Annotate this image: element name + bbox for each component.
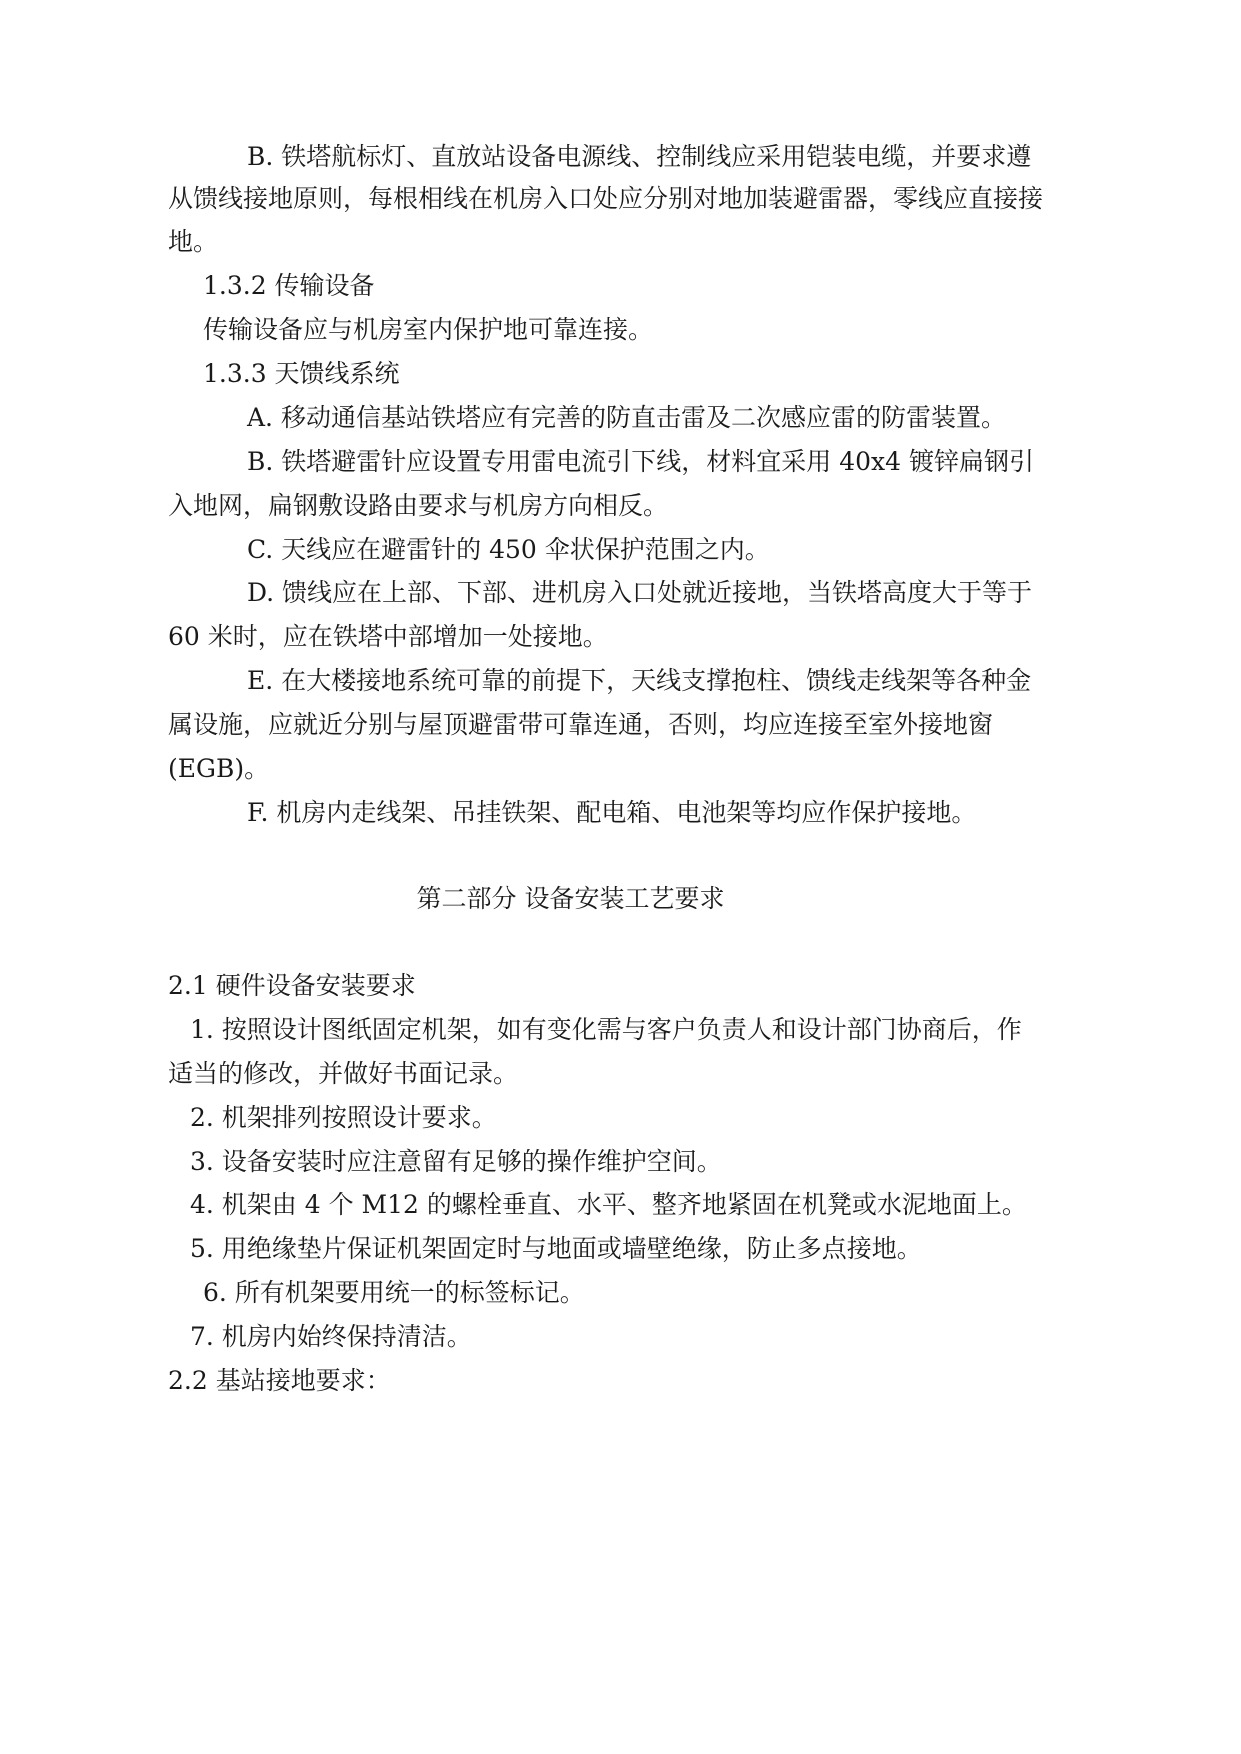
item-b-line-2: 从馈线接地原则，每根相线在机房入口处应分别对地加装避雷器，零线应直接接 [168,184,1044,213]
item-2: 2. 机架排列按照设计要求。 [190,1103,497,1132]
heading-1-3-2: 1.3.2 传输设备 [203,271,375,300]
item-d-line-2: 60 米时，应在铁塔中部增加一处接地。 [168,622,608,651]
paragraph-1-3-2: 传输设备应与机房室内保护地可靠连接。 [203,315,654,344]
item-d-line-1: D. 馈线应在上部、下部、进机房入口处就近接地，当铁塔高度大于等于 [247,578,1033,607]
item-3: 3. 设备安装时应注意留有足够的操作维护空间。 [190,1147,722,1176]
item-1-line-1: 1. 按照设计图纸固定机架，如有变化需与客户负责人和设计部门协商后，作 [190,1015,1022,1044]
item-b2-line-2: 入地网，扁钢敷设路由要求与机房方向相反。 [168,491,669,520]
item-e-line-1: E. 在大楼接地系统可靠的前提下，天线支撑抱柱、馈线走线架等各种金 [247,666,1032,695]
part-2-title: 第二部分 设备安装工艺要求 [416,884,725,913]
item-5: 5. 用绝缘垫片保证机架固定时与地面或墙壁绝缘，防止多点接地。 [190,1234,922,1263]
item-f: F. 机房内走线架、吊挂铁架、配电箱、电池架等均应作保护接地。 [247,798,977,827]
heading-2-2: 2.2 基站接地要求： [168,1366,391,1395]
item-b2-line-1: B. 铁塔避雷针应设置专用雷电流引下线，材料宜采用 40x4 镀锌扁钢引 [247,447,1034,476]
item-b-line-1: B. 铁塔航标灯、直放站设备电源线、控制线应采用铠装电缆，并要求遵 [247,142,1032,171]
item-e-line-2: 属设施，应就近分别与屋顶避雷带可靠连通，否则，均应连接至室外接地窗 [168,710,994,739]
item-1-line-2: 适当的修改，并做好书面记录。 [168,1059,519,1088]
item-4: 4. 机架由 4 个 M12 的螺栓垂直、水平、整齐地紧固在机凳或水泥地面上。 [190,1190,1027,1219]
item-6: 6. 所有机架要用统一的标签标记。 [203,1278,585,1307]
heading-1-3-3: 1.3.3 天馈线系统 [203,359,400,388]
heading-2-1: 2.1 硬件设备安装要求 [168,971,416,1000]
item-a: A. 移动通信基站铁塔应有完善的防直击雷及二次感应雷的防雷装置。 [247,403,1006,432]
item-c: C. 天线应在避雷针的 450 伞状保护范围之内。 [247,535,770,564]
item-7: 7. 机房内始终保持清洁。 [190,1322,472,1351]
item-e-line-3: (EGB)。 [168,754,270,783]
item-b-line-3: 地。 [168,227,219,256]
